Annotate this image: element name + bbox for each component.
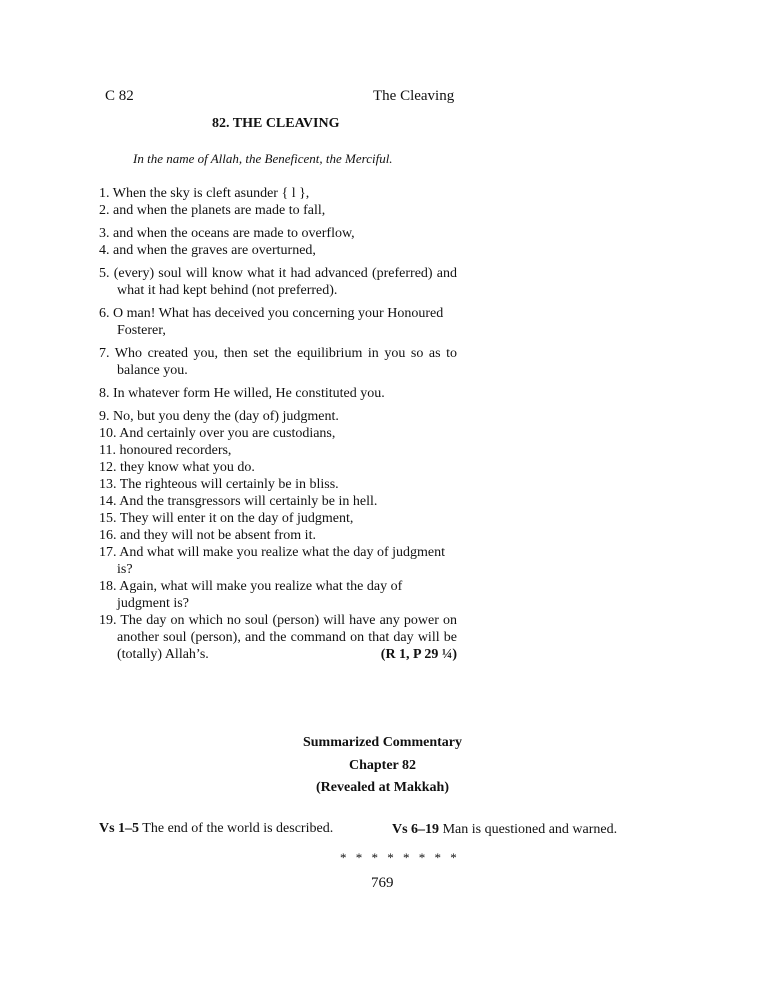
verse-17: 17. And what will make you realize what the day of judgment is? — [99, 545, 446, 577]
separator: * * * * * * * * — [340, 850, 460, 865]
verse-list — [99, 185, 457, 663]
chapter-title: 82. THE CLEAVING — [212, 116, 340, 131]
summary-text: The end of the world is described. — [139, 821, 334, 836]
verse-16: 16. and they will not be absent from it. — [99, 528, 316, 543]
verse-18: 18. Again, what will make you realize what the day of judgment is? — [99, 579, 403, 611]
page-number: 769 — [371, 875, 394, 891]
summary-label: Vs 6–19 — [392, 822, 440, 837]
running-header-title: The Cleaving — [373, 88, 455, 104]
verse-13: 13. The righteous will certainly be in bliss. — [99, 477, 339, 492]
verse-19-text: 19. The day on which no soul (person) will have any power on another soul (person), and the command on that day will be (totally) Allah’s. — [99, 613, 457, 662]
verse-10: 10. And certainly over you are custodians, — [99, 426, 336, 441]
verse-14: 14. And the transgressors will certainly be in hell. — [99, 494, 378, 509]
summary-verses-1-5 — [99, 821, 333, 837]
verse-3: 3. and when the oceans are made to overflow, — [99, 226, 355, 241]
verse-7: 7. Who created you, then set the equilibrium in you so as to balance you. — [99, 346, 457, 378]
verse-5: 5. (every) soul will know what it had advanced (preferred) and what it had kept behind (not preferred). — [99, 266, 457, 298]
reference: (R 1, P 29 ¼) — [380, 647, 457, 662]
verse-4: 4. and when the graves are overturned, — [99, 243, 316, 258]
running-header-code: C 82 — [105, 88, 134, 104]
verse-1: 1. When the sky is cleft asunder { l }, — [99, 186, 310, 201]
basmala: In the name of Allah, the Beneficent, the Merciful. — [133, 151, 393, 166]
summary-text: Man is questioned and warned. — [439, 822, 618, 837]
verse-2: 2. and when the planets are made to fall, — [99, 203, 326, 218]
commentary-heading: Summarized Commentary — [302, 735, 463, 750]
summary-label: Vs 1–5 — [99, 821, 140, 836]
verse-11: 11. honoured recorders, — [99, 443, 232, 458]
verse-8: 8. In whatever form He willed, He constituted you. — [99, 386, 385, 401]
verse-6: 6. O man! What has deceived you concerning your Honoured Fosterer, — [99, 306, 444, 338]
commentary-revealed: (Revealed at Makkah) — [316, 780, 449, 795]
verse-19 — [99, 612, 457, 663]
commentary-chapter: Chapter 82 — [348, 758, 417, 773]
verse-12: 12. they know what you do. — [99, 460, 255, 475]
verse-15: 15. They will enter it on the day of judgment, — [99, 511, 354, 526]
summary-verses-6-19 — [392, 822, 617, 838]
verse-9: 9. No, but you deny the (day of) judgment. — [99, 409, 339, 424]
